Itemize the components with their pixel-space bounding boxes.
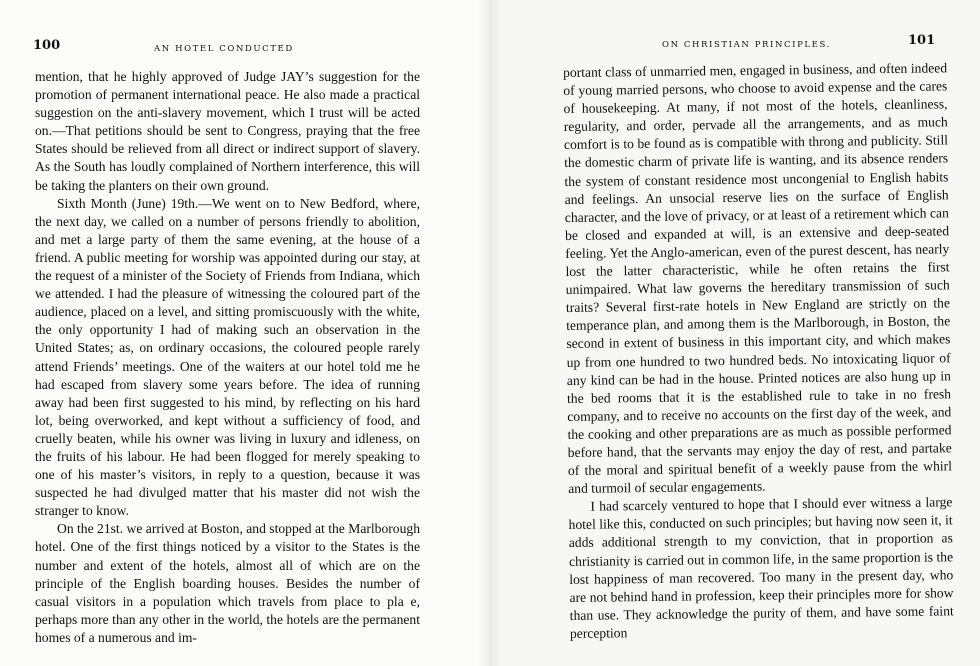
right-paragraph-1: portant class of unmarried men, engaged in business, and often indeed of young married persons, who choose to avoid expense and the cares of housekeeping. At many, if not most of the hotels, cleanliness, regularity, and order, pervade all the arrangements, and as much comfort is to be found as is compatible with throng and publicity. Still the domestic charm of private life is wanting, and its absence renders the system of constant residence most uncongenial to English habits and feelings. An unsocial reserve lies on the surface of English character, and the love of privacy, or at least of a retirement which can be closed and expanded at will, is an extensive and deep-seated feeling. Yet the Anglo-american, even of the purest descent, has nearly lost the latter characteristic, while he often retains the first unimpaired. What law governs the hereditary transmission of such traits? Several first-rate hotels in New England are strictly on the temperance plan, and among them is the Marlborough, in Boston, the second in extent of business in this important city, and which makes up from one hundred to two hundred beds. No intoxicating liquor of any kind can be had in the house. Printed notices are also hung up in the bed rooms that it is the established rule to take in no fresh company, and to receive no accounts on the first day of the week, and the cooking and other preparations are as much as possible performed before hand, that the servants may enjoy the day of rest, and partake of the moral and spiritual benefit of a weekly pause from the whirl and turmoil of secular engagements. <box>563 60 953 497</box>
book-gutter <box>478 0 502 666</box>
left-paragraph-1: mention, that he highly approved of Judge JAY’s suggestion for the promotion of permanent international peace. He also made a practical suggestion on the anti-slavery movement, which I trust will be acted on.—That petitions should be sent to Congress, praying that the free States should be relieved from all direct or indirect support of slavery. As the South has loudly complained of Northern interference, this will be taking the planters on their own ground. <box>35 69 420 193</box>
right-paragraph-2: I had scarcely ventured to hope that I should ever witness a large hotel like this, conducted on such principles; but having now seen it, it adds additional strength to my conviction, that in proportion as christianity is carried out in common life, in the same proportion is the lost happiness of man recovered. Too many in the present day, who are not behind hand in profession, keep their principles more for show than use. They acknowledge the purity of them, and have some faint perception <box>568 494 954 641</box>
right-page-number: 101 <box>908 33 936 48</box>
right-running-head: ON CHRISTIAN PRINCIPLES. <box>662 40 831 50</box>
left-page-number: 100 <box>33 38 61 53</box>
right-page-body <box>563 59 954 643</box>
right-page <box>490 0 980 666</box>
left-running-head: AN HOTEL CONDUCTED <box>154 44 294 54</box>
left-paragraph-3: On the 21st. we arrived at Boston, and stopped at the Marlborough hotel. One of the first things noticed by a visitor to the States is the number and extent of the hotels, almost all of which are on the principle of the English boarding houses. Besides the number of casual visitors in a population which travels from place to pla e, perhaps more than any other in the world, the hotels are the permanent homes of a numerous and im- <box>35 521 420 645</box>
left-paragraph-2: Sixth Month (June) 19th.—We went on to New Bedford, where, the next day, we called on a number of persons friendly to abolition, and met a large party of them the same evening, at the house of a friend. A public meeting for worship was appointed during our stay, at the request of a minister of the Society of Friends from Indiana, which we attended. I had the pleasure of witnessing the coloured part of the audience, placed on a level, and sitting promiscuously with the white, the only opportunity I had of making such an observation in the United States; as, on ordinary occasions, the coloured people rarely attend Friends’ meetings. One of the waiters at our hotel told me he had escaped from slavery some years before. The idea of running away had been first suggested to his mind, by reflecting on his hard lot, being overworked, and kept without a sufficiency of food, and cruelly beaten, while his owner was living in luxury and idleness, on the fruits of his labour. He had been flogged for merely speaking to one of his master’s visitors, in reply to a question, because it was suspected he had divulged matter that his master did not wish the stranger to know. <box>35 195 420 519</box>
left-page-body <box>35 68 420 647</box>
